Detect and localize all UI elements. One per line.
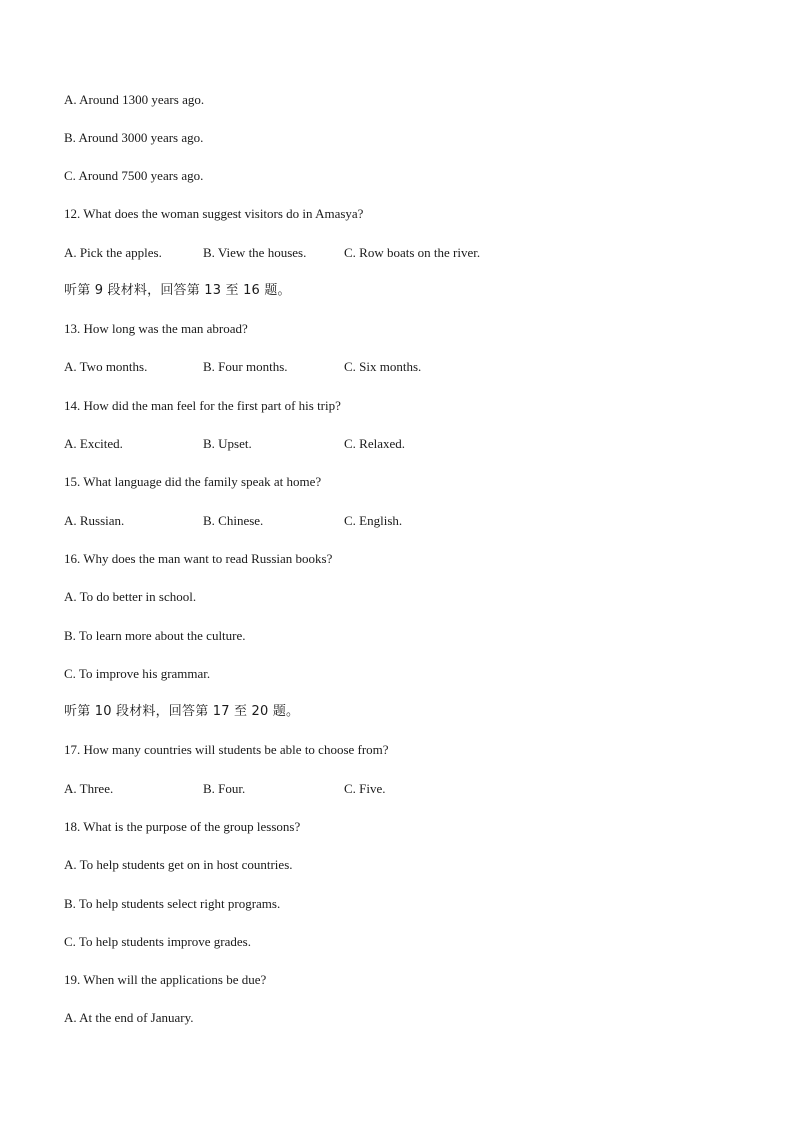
question-19: 19. When will the applications be due?	[64, 972, 267, 987]
q17-option-a: A. Three.	[64, 781, 114, 796]
q12-option-c: C. Row boats on the river.	[344, 245, 481, 260]
q12-options	[64, 245, 584, 261]
q14-option-b: B. Upset.	[203, 436, 252, 451]
q13-option-b: B. Four months.	[203, 359, 288, 374]
q18-option-a: A. To help students get on in host countries.	[64, 857, 293, 872]
section-10-heading: 听第 10 段材料，回答第 17 至 20 题。	[64, 704, 300, 719]
q15-option-c: C. English.	[344, 513, 403, 528]
q13-options	[64, 359, 584, 375]
question-18: 18. What is the purpose of the group lessons?	[64, 819, 301, 834]
q15-option-a: A. Russian.	[64, 513, 125, 528]
q14-options	[64, 436, 584, 452]
q13-option-a: A. Two months.	[64, 359, 148, 374]
q11-option-c: C. Around 7500 years ago.	[64, 168, 204, 183]
q17-options	[64, 781, 584, 797]
q11-option-b: B. Around 3000 years ago.	[64, 130, 204, 145]
question-13: 13. How long was the man abroad?	[64, 321, 248, 336]
q19-option-a: A. At the end of January.	[64, 1010, 194, 1025]
q13-option-c: C. Six months.	[344, 359, 422, 374]
question-14: 14. How did the man feel for the first part of his trip?	[64, 398, 341, 413]
section-9-heading: 听第 9 段材料，回答第 13 至 16 题。	[64, 283, 291, 298]
q16-option-a: A. To do better in school.	[64, 589, 197, 604]
q15-options	[64, 513, 584, 529]
q16-option-c: C. To improve his grammar.	[64, 666, 211, 681]
q17-option-b: B. Four.	[203, 781, 246, 796]
question-16: 16. Why does the man want to read Russian books?	[64, 551, 333, 566]
q15-option-b: B. Chinese.	[203, 513, 264, 528]
q16-option-b: B. To learn more about the culture.	[64, 628, 246, 643]
q18-option-c: C. To help students improve grades.	[64, 934, 251, 949]
q14-option-a: A. Excited.	[64, 436, 123, 451]
q12-option-b: B. View the houses.	[203, 245, 307, 260]
question-12: 12. What does the woman suggest visitors do in Amasya?	[64, 206, 364, 221]
q12-option-a: A. Pick the apples.	[64, 245, 162, 260]
q18-option-b: B. To help students select right programs.	[64, 896, 281, 911]
q11-option-a: A. Around 1300 years ago.	[64, 92, 205, 107]
q17-option-c: C. Five.	[344, 781, 386, 796]
question-17: 17. How many countries will students be able to choose from?	[64, 742, 389, 757]
q14-option-c: C. Relaxed.	[344, 436, 406, 451]
question-15: 15. What language did the family speak at home?	[64, 474, 322, 489]
